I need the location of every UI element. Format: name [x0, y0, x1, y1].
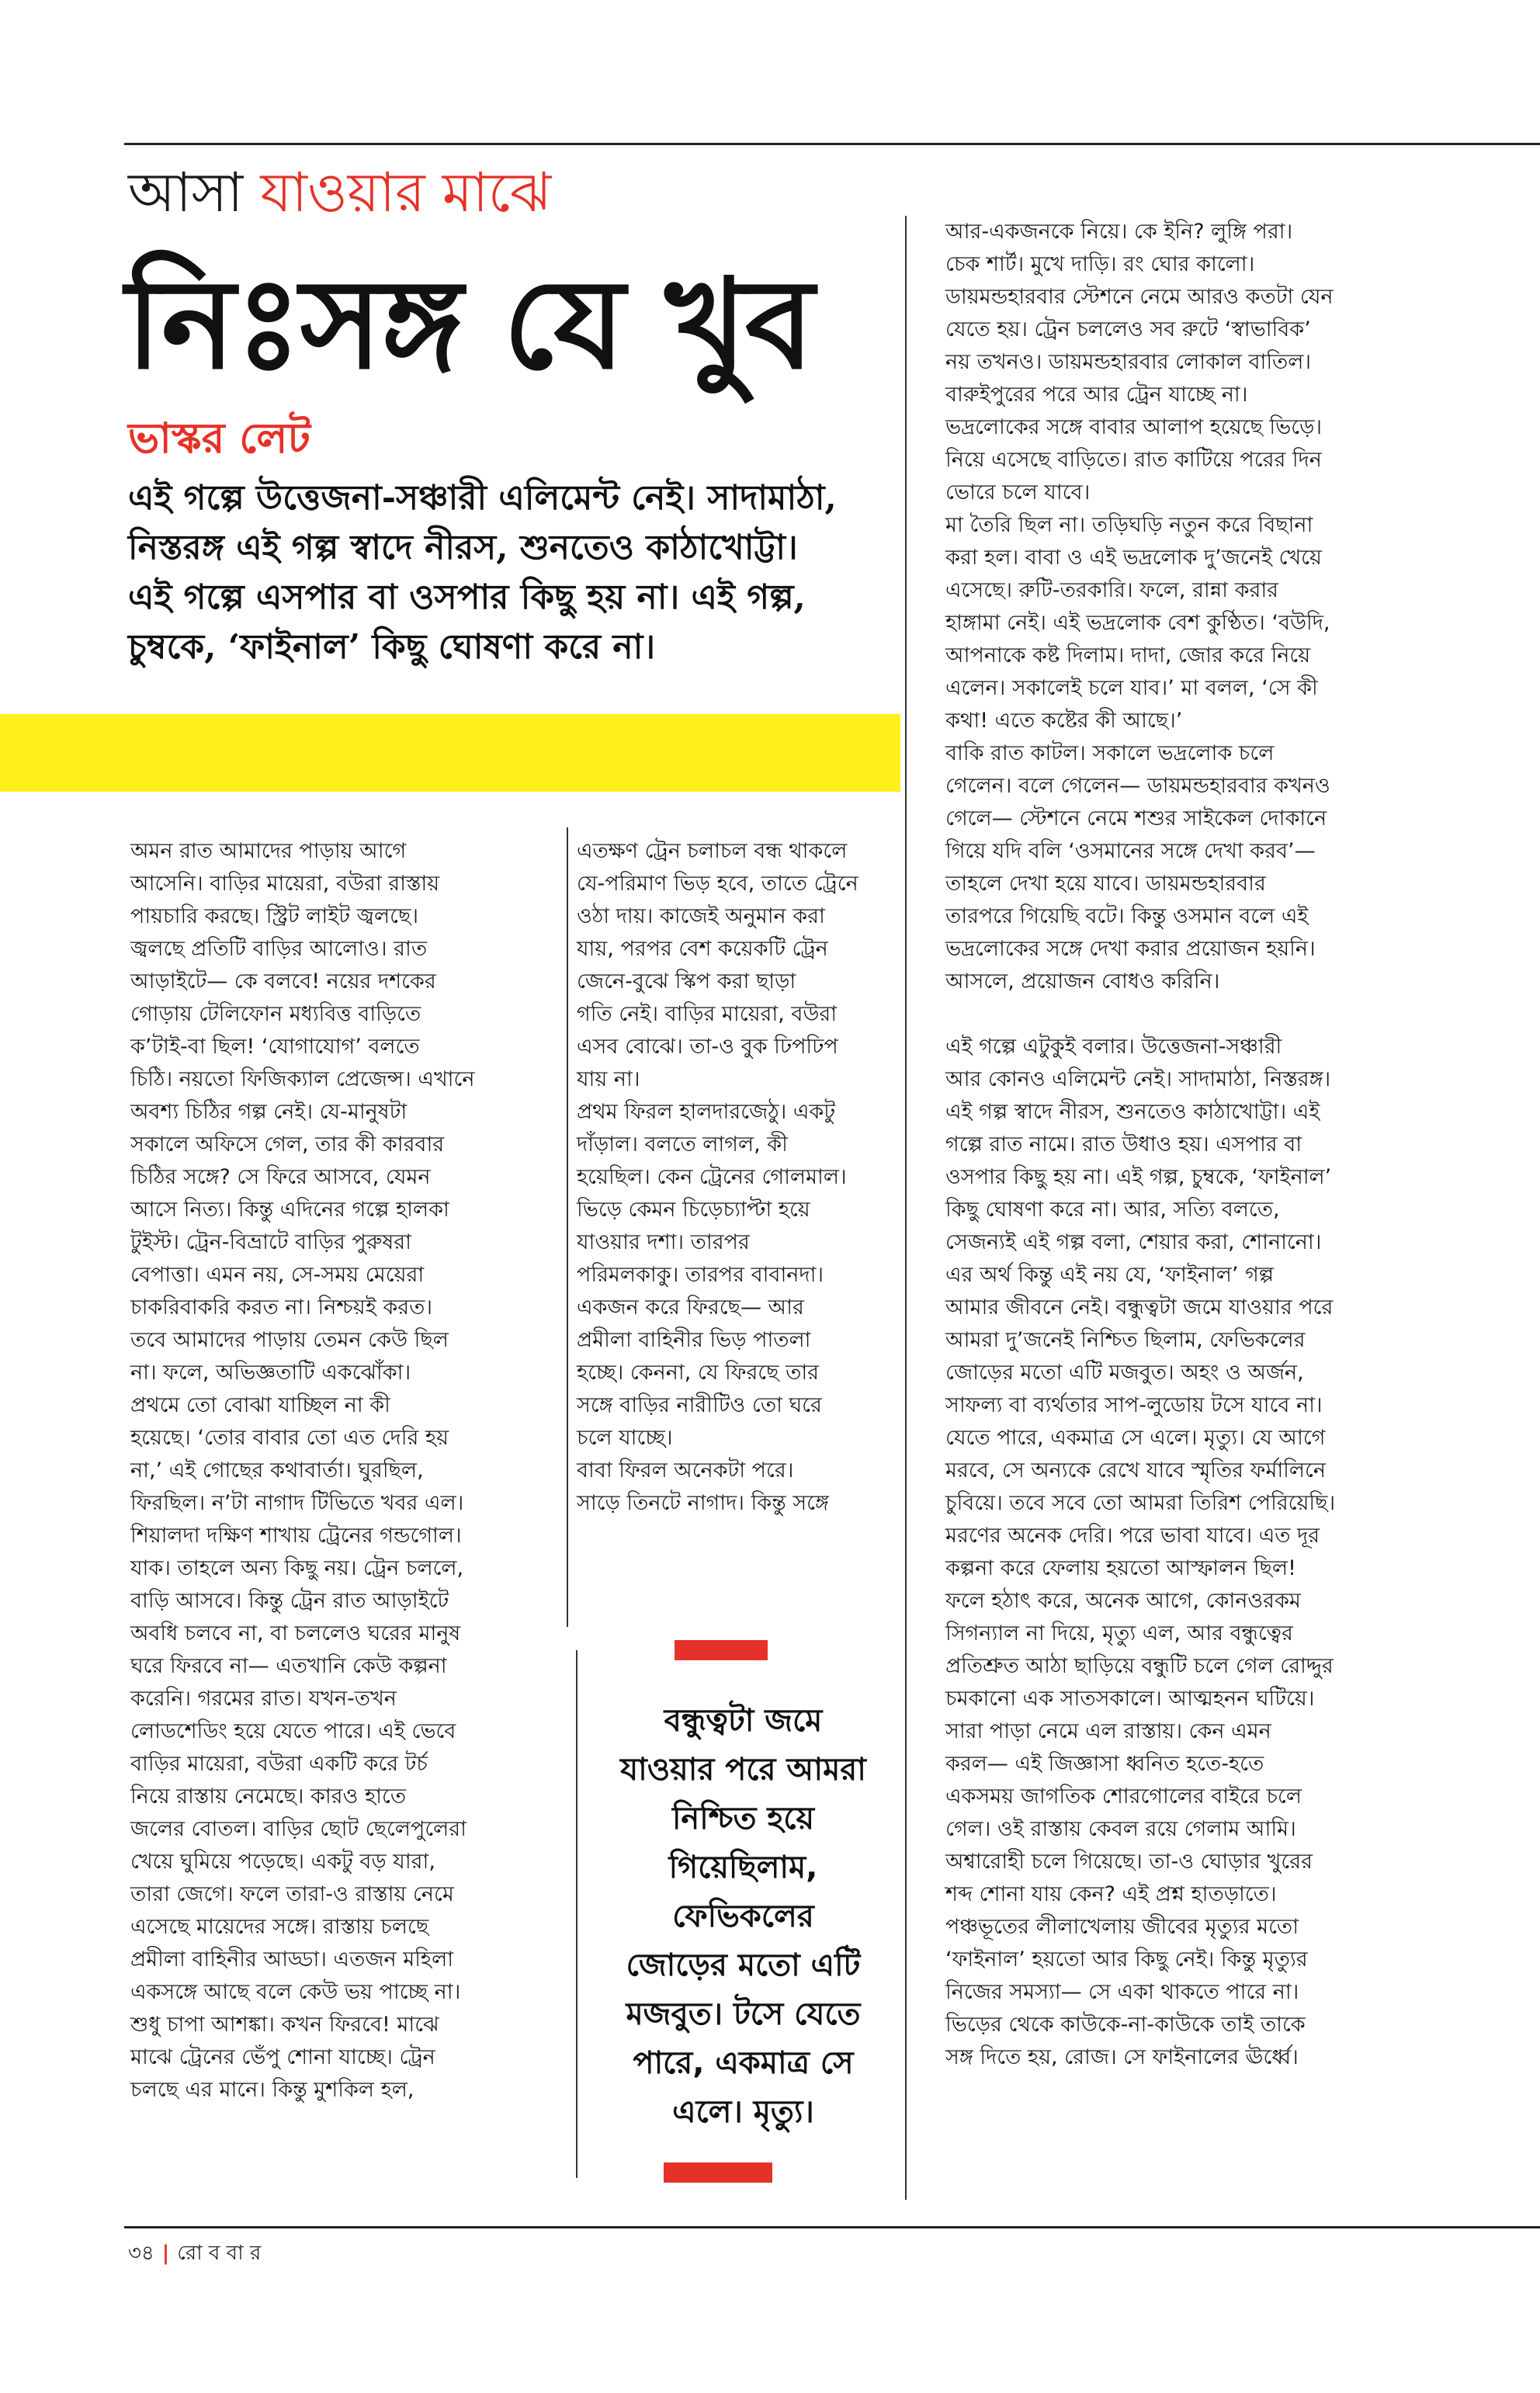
text-line: আসে নিত্য। কিন্তু এদিনের গল্পে হালকা [130, 1198, 449, 1222]
text-line: নিজের সমস্যা— সে একা থাকতে পারে না। [945, 1980, 1299, 2004]
text-line: যে-পরিমাণ ভিড় হবে, তাতে ট্রেনে [577, 872, 858, 896]
text-line: অশ্বারোহী চলে গিয়েছে। তা-ও ঘোড়ার খুরের [945, 1850, 1313, 1874]
text-line: এলেন। সকালেই চলে যাব।’ মা বলল, ‘সে কী [945, 676, 1318, 700]
text-line: সারা পাড়া নেমে এল রাস্তায়। কেন এমন [945, 1719, 1271, 1743]
pullquote-line: বন্ধুত্বটা জমে [664, 1703, 823, 1739]
text-line: জলের বোতল। বাড়ির ছোট ছেলেপুলেরা [130, 1817, 467, 1841]
text-line: প্রতিশ্রুত আঠা ছাড়িয়ে বন্ধুটি চলে গেল রোদ্দুর [945, 1654, 1334, 1678]
text-line: গতি নেই। বাড়ির মায়েরা, বউরা [577, 1002, 838, 1026]
page-footer [128, 2238, 261, 2269]
text-line: গল্পে রাত নামে। রাত উধাও হয়। এসপার বা [945, 1132, 1302, 1157]
text-line: প্রমীলা বাহিনীর আড্ডা। এতজন মহিলা [130, 1947, 454, 1972]
pullquote-line: মজবুত। টসে যেতে [626, 1996, 861, 2032]
text-line: ওঠা দায়। কাজেই অনুমান করা [577, 904, 825, 928]
text-line: চিঠি। নয়তো ফিজিক্যাল প্রেজেন্স। এখানে [130, 1067, 475, 1091]
text-line: মা তৈরি ছিল না। তড়িঘড়ি নতুন করে বিছানা [945, 513, 1313, 537]
text-line: ঘরে ফিরবে না— এতখানি কেউ কল্পনা [130, 1654, 447, 1678]
text-line: না,’ এই গোছের কথাবার্তা। ঘুরছিল, [130, 1458, 424, 1483]
text-line: করেনি। গরমের রাত। যখন-তখন [130, 1687, 397, 1711]
text-line: লোডশেডিং হয়ে যেতে পারে। এই ভেবে [130, 1719, 456, 1743]
section-label-part1: আসা [128, 161, 261, 224]
text-line: এর অর্থ কিন্তু এই নয় যে, ‘ফাইনাল’ গল্প [945, 1263, 1275, 1287]
text-line: শুধু চাপা আশঙ্কা। কখন ফিরবে! মাঝে [130, 2013, 439, 2037]
column-3-part-1 [945, 216, 1458, 998]
text-line: গিয়ে যদি বলি ‘ওসমানের সঙ্গে দেখা করব’— [945, 839, 1316, 863]
text-line: প্রথমে তো বোঝা যাচ্ছিল না কী [130, 1393, 390, 1417]
text-line: সেজন্যই এই গল্প বলা, শেয়ার করা, শোনানো। [945, 1230, 1322, 1254]
text-line: আমরা দু’জনেই নিশ্চিত ছিলাম, ফেভিকলের [945, 1328, 1306, 1352]
text-line: প্রথম ফিরল হালদারজেঠু। একটু [577, 1100, 836, 1124]
pullquote-top-bar [675, 1640, 768, 1660]
text-line: জেনে-বুঝে স্কিপ করা ছাড়া [577, 969, 796, 994]
text-line: একজন করে ফিরছে— আর [577, 1295, 804, 1320]
text-line: ভিড়ের থেকে কাউকে-না-কাউকে তাই তাকে [945, 2013, 1306, 2037]
text-line: বারুইপুরের পরে আর ট্রেন যাচ্ছে না। [945, 383, 1248, 407]
text-line: হচ্ছে। কেননা, যে ফিরছে তার [577, 1361, 820, 1385]
text-line: আড়াইটে— কে বলবে! নয়ের দশকের [130, 969, 436, 994]
text-line: আপনাকে কষ্ট দিলাম। দাদা, জোর করে নিয়ে [945, 643, 1311, 668]
intro-line: এই গল্পে এসপার বা ওসপার কিছু হয় না। এই গল্প, [128, 577, 806, 617]
text-line: মরবে, সে অন্যকে রেখে যাবে স্মৃতির ফর্মালিনে [945, 1458, 1326, 1483]
pullquote-divider [576, 1650, 578, 2178]
intro-paragraph [128, 473, 912, 672]
text-line: সঙ্গে বাড়ির নারীটিও তো ঘরে [577, 1393, 822, 1417]
text-line: ডায়মন্ডহারবার স্টেশনে নেমে আরও কতটা যেন [945, 285, 1334, 309]
text-line: যাওয়ার দশা। তারপর [577, 1230, 750, 1254]
headline: নিঃসঙ্গ যে খুব [126, 251, 813, 397]
text-line: আসেনি। বাড়ির মায়েরা, বউরা রাস্তায় [130, 872, 440, 896]
text-line: গোড়ায় টেলিফোন মধ্যবিত্ত বাড়িতে [130, 1002, 421, 1026]
text-line: যায় না। [577, 1067, 640, 1091]
text-line: গেলেন। বলে গেলেন— ডায়মন্ডহারবার কখনও [945, 774, 1330, 798]
footer-separator: | [161, 2242, 170, 2265]
text-line: নয় তখনও। ডায়মন্ডহারবার লোকাল বাতিল। [945, 350, 1312, 374]
text-line: ভদ্রলোকের সঙ্গে দেখা করার প্রয়োজন হয়নি। [945, 937, 1316, 961]
text-line: তাহলে দেখা হয়ে যাবে। ডায়মন্ডহারবার [945, 872, 1266, 896]
yellow-highlight-band [0, 714, 900, 792]
text-line: সঙ্গ দিতে হয়, রোজ। সে ফাইনালের ঊর্ধ্বে। [945, 2045, 1299, 2069]
section-label [128, 159, 551, 226]
text-line: সকালে অফিসে গেল, তার কী কারবার [130, 1132, 445, 1157]
text-line: কিছু ঘোষণা করে না। আর, সত্যি বলতে, [945, 1198, 1280, 1222]
text-line: যেতে পারে, একমাত্র সে এলে। মৃত্যু। যে আগে [945, 1426, 1326, 1450]
text-line: যেতে হয়। ট্রেন চললেও সব রুটে ‘স্বাভাবিক’ [945, 317, 1311, 342]
text-line: ভদ্রলোকের সঙ্গে বাবার আলাপ হয়েছে ভিড়ে। [945, 415, 1323, 439]
intro-line: নিস্তরঙ্গ এই গল্প স্বাদে নীরস, শুনতেও কাঠাখোট্টা। [128, 528, 798, 567]
column-divider-middle [905, 216, 907, 2200]
text-line: সাড়ে তিনটে নাগাদ। কিন্তু সঙ্গে [577, 1491, 829, 1515]
text-line: হাঙ্গামা নেই। এই ভদ্রলোক বেশ কুণ্ঠিত। ‘বউদি, [945, 611, 1330, 635]
text-line: জ্বলছে প্রতিটি বাড়ির আলোও। রাত [130, 937, 428, 961]
text-line: যায়, পরপর বেশ কয়েকটি ট্রেন [577, 937, 828, 961]
text-line: চাকরিবাকরি করত না। নিশ্চয়ই করত। [130, 1295, 432, 1320]
text-line: ভোরে চলে যাবে। [945, 480, 1091, 505]
text-line: আর কোনও এলিমেন্ট নেই। সাদামাঠা, নিস্তরঙ্গ। [945, 1067, 1331, 1091]
text-line: ওসপার কিছু হয় না। এই গল্প, চুম্বকে, ‘ফাইনাল’ [945, 1165, 1332, 1189]
column-divider-left [567, 827, 568, 1627]
text-line: একসঙ্গে আছে বলে কেউ ভয় পাচ্ছে না। [130, 1980, 461, 2004]
text-line: এসেছে। রুটি-তরকারি। ফলে, রান্না করার [945, 578, 1279, 602]
pullquote-line: ফেভিকলের [672, 1899, 814, 1934]
text-line: চলে যাচ্ছে। [577, 1426, 673, 1450]
text-line: যাক। তাহলে অন্য কিছু নয়। ট্রেন চললে, [130, 1556, 464, 1580]
pullquote [590, 1697, 897, 2137]
text-line: টুইস্ট। ট্রেন-বিভ্রাটে বাড়ির পুরুষরা [130, 1230, 411, 1254]
text-line: বাড়ি আসবে। কিন্তু ট্রেন রাত আড়াইটে [130, 1589, 449, 1613]
text-line: কল্পনা করে ফেলায় হয়তো আস্ফালন ছিল! [945, 1556, 1296, 1580]
text-line: ভিড়ে কেমন চিড়েচ্যাপ্টা হয়ে [577, 1198, 810, 1222]
text-line: গেল। ওই রাস্তায় কেবল রয়ে গেলাম আমি। [945, 1817, 1296, 1841]
text-line: বাকি রাত কাটল। সকালে ভদ্রলোক চলে [945, 741, 1275, 765]
magazine-name: রো ব বা র [177, 2242, 262, 2265]
pullquote-bottom-bar [664, 2162, 772, 2183]
text-line: শব্দ শোনা যায় কেন? এই প্রশ্ন হাতড়াতে। [945, 1882, 1277, 1906]
section-label-part2: যাওয়ার মাঝে [260, 161, 552, 224]
text-line: ক’টাই-বা ছিল! ‘যোগাযোগ’ বলতে [130, 1035, 420, 1059]
paragraph-gap [945, 998, 1458, 1031]
text-line: পঞ্চভূতের লীলাখেলায় জীবের মৃত্যুর মতো [945, 1915, 1299, 1939]
text-line: নিয়ে রাস্তায় নেমেছে। কারও হাতে [130, 1784, 407, 1809]
text-line: অমন রাত আমাদের পাড়ায় আগে [130, 839, 407, 863]
pullquote-line: যাওয়ার পরে আমরা [620, 1752, 866, 1788]
text-line: তারপরে গিয়েছি বটে। কিন্তু ওসমান বলে এই [945, 904, 1309, 928]
bottom-rule [124, 2226, 1540, 2228]
pullquote-line: পারে, একমাত্র সে [633, 2045, 854, 2081]
pullquote-line: নিশ্চিত হয়ে [671, 1801, 815, 1836]
text-line: গেলে— স্টেশনে নেমে শশুর সাইকেল দোকানে [945, 806, 1327, 831]
text-line: বাড়ির মায়েরা, বউরা একটি করে টর্চ [130, 1752, 428, 1776]
text-line: পায়চারি করছে। স্ট্রিট লাইট জ্বলছে। [130, 904, 418, 928]
text-line: তবে আমাদের পাড়ায় তেমন কেউ ছিল [130, 1328, 449, 1352]
text-line: সিগন্যাল না দিয়ে, মৃত্যু এল, আর বন্ধুত্বের [945, 1621, 1293, 1646]
text-line: মরণের অনেক দেরি। পরে ভাবা যাবে। এত দূর [945, 1524, 1320, 1548]
top-rule [124, 143, 1540, 145]
text-line: না। ফলে, অভিজ্ঞতাটি একঝোঁকা। [130, 1361, 411, 1385]
text-line: তারা জেগে। ফলে তারা-ও রাস্তায় নেমে [130, 1882, 454, 1906]
text-line: এসেছে মায়েদের সঙ্গে। রাস্তায় চলছে [130, 1915, 429, 1939]
text-line: ফলে হঠাৎ করে, অনেক আগে, কোনওরকম [945, 1589, 1301, 1613]
pullquote-line: জোড়ের মতো এটি [626, 1947, 861, 1983]
text-line: একসময় জাগতিক শোরগোলের বাইরে চলে [945, 1784, 1302, 1809]
article-column-2 [577, 835, 903, 1520]
text-line: চেক শার্ট। মুখে দাড়ি। রং ঘোর কালো। [945, 252, 1255, 276]
text-line: আসলে, প্রয়োজন বোধও করিনি। [945, 969, 1220, 994]
pullquote-line: এলে। মৃত্যু। [672, 2094, 814, 2130]
text-line: এই গল্প স্বাদে নীরস, শুনতেও কাঠাখোট্টা। এই [945, 1100, 1320, 1124]
text-line: জোড়ের মতো এটি মজবুত। অহং ও অর্জন, [945, 1361, 1304, 1385]
text-line: মাঝে ট্রেনের ভেঁপু শোনা যাচ্ছে। ট্রেন [130, 2045, 435, 2069]
byline: ভাস্কর লেট [128, 414, 310, 463]
text-line: হয়েছে। ‘তোর বাবার তো এত দেরি হয় [130, 1426, 449, 1450]
text-line: করা হল। বাবা ও এই ভদ্রলোক দু’জনেই খেয়ে [945, 546, 1322, 570]
text-line: এই গল্পে এটুকুই বলার। উত্তেজনা-সঞ্চারী [945, 1035, 1282, 1059]
text-line: চমকানো এক সাতসকালে। আত্মহনন ঘটিয়ে। [945, 1687, 1315, 1711]
text-line: কথা! এতে কষ্টের কী আছে।’ [945, 709, 1183, 733]
text-line: অবশ্য চিঠির গল্প নেই। যে-মানুষটা [130, 1100, 408, 1124]
article-column-3 [945, 216, 1458, 2074]
text-line: এতক্ষণ ট্রেন চলাচল বন্ধ থাকলে [577, 839, 848, 863]
text-line: ফিরছিল। ন’টা নাগাদ টিভিতে খবর এল। [130, 1491, 464, 1515]
text-line: চুবিয়ে। তবে সবে তো আমরা তিরিশ পেরিয়েছি। [945, 1491, 1336, 1515]
text-line: প্রমীলা বাহিনীর ভিড় পাতলা [577, 1328, 811, 1352]
text-line: বেপাত্তা। এমন নয়, সে-সময় মেয়েরা [130, 1263, 425, 1287]
column-3-part-2 [945, 1031, 1458, 2074]
text-line: চিঠির সঙ্গে? সে ফিরে আসবে, যেমন [130, 1165, 431, 1189]
text-line: করল— এই জিজ্ঞাসা ধ্বনিত হতে-হতে [945, 1752, 1264, 1776]
text-line: এসব বোঝে। তা-ও বুক ঢিপঢিপ [577, 1035, 838, 1059]
article-column-1 [130, 835, 565, 2107]
text-line: পরিমলকাকু। তারপর বাবানদা। [577, 1263, 824, 1287]
text-line: খেয়ে ঘুমিয়ে পড়েছে। একটু বড় যারা, [130, 1850, 435, 1874]
pullquote-line: গিয়েছিলাম, [668, 1850, 818, 1885]
intro-line: এই গল্পে উত্তেজনা-সঞ্চারী এলিমেন্ট নেই। সাদামাঠা, [128, 478, 837, 518]
text-line: আমার জীবনে নেই। বন্ধুত্বটা জমে যাওয়ার পরে [945, 1295, 1334, 1320]
text-line: সাফল্য বা ব্যর্থতার সাপ-লুডোয় টসে যাবে না। [945, 1393, 1323, 1417]
text-line: আর-একজনকে নিয়ে। কে ইনি? লুঙ্গি পরা। [945, 220, 1293, 244]
text-line: ‘ফাইনাল’ হয়তো আর কিছু নেই। কিন্তু মৃত্যুর [945, 1947, 1308, 1972]
intro-line: চুম্বকে, ‘ফাইনাল’ কিছু ঘোষণা করে না। [128, 627, 656, 667]
text-line: শিয়ালদা দক্ষিণ শাখায় ট্রেনের গন্ডগোল। [130, 1524, 462, 1548]
text-line: চলছে এর মানে। কিন্তু মুশকিল হল, [130, 2078, 414, 2102]
page-number: ৩৪ [128, 2242, 154, 2265]
text-line: বাবা ফিরল অনেকটা পরে। [577, 1458, 794, 1483]
text-line: দাঁড়াল। বলতে লাগল, কী [577, 1132, 788, 1157]
text-line: অবধি চলবে না, বা চললেও ঘরের মানুষ [130, 1621, 461, 1646]
text-line: হয়েছিল। কেন ট্রেনের গোলমাল। [577, 1165, 847, 1189]
text-line: নিয়ে এসেছে বাড়িতে। রাত কাটিয়ে পরের দিন [945, 448, 1322, 472]
